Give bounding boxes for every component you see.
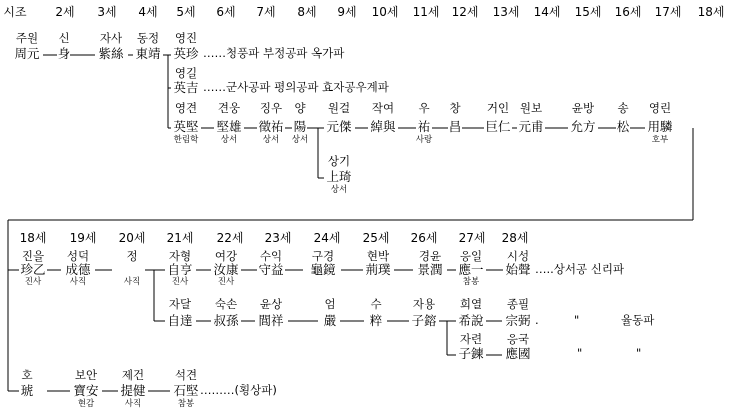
person-label: 자련 bbox=[459, 332, 483, 346]
generation-label: 9세 bbox=[337, 5, 357, 19]
person-title: 참봉 bbox=[177, 399, 195, 409]
branch-note: …..상서공 신리파 bbox=[535, 262, 625, 276]
person-hanja: 琥 bbox=[20, 383, 34, 398]
person-label: 주원 bbox=[15, 31, 39, 45]
person-label: 경윤 bbox=[418, 249, 442, 263]
person-label: 작여 bbox=[371, 101, 395, 115]
person-hanja: 希說 bbox=[458, 313, 484, 328]
person-title: 사직 bbox=[123, 277, 141, 287]
person-label: 윤상 bbox=[259, 297, 283, 311]
person-label: 신 bbox=[58, 31, 70, 45]
person-label: 진을 bbox=[21, 249, 45, 263]
person-label: 동정 bbox=[136, 31, 160, 45]
person-hanja: 東靖 bbox=[135, 46, 161, 61]
generation-label: 25세 bbox=[362, 231, 390, 245]
person-hanja: 守益 bbox=[258, 262, 284, 277]
person-label: 현박 bbox=[366, 249, 390, 263]
person-label: 원걸 bbox=[327, 101, 351, 115]
person-hanja: 寶安 bbox=[73, 383, 99, 398]
person-hanja: 閭祥 bbox=[258, 313, 284, 328]
person-hanja: 叔孫 bbox=[213, 313, 239, 328]
generation-label: 5세 bbox=[176, 5, 196, 19]
person-hanja: 昌 bbox=[448, 119, 462, 134]
generation-label: 17세 bbox=[654, 5, 682, 19]
person-label: 응국 bbox=[506, 332, 530, 346]
person-title: 사랑 bbox=[415, 135, 433, 145]
person-label: 견웅 bbox=[217, 101, 241, 115]
ditto-note: " bbox=[577, 346, 583, 360]
person-label: 석견 bbox=[174, 368, 198, 382]
person-title: 참봉 bbox=[462, 277, 480, 287]
person-hanja: 自亨 bbox=[167, 262, 193, 277]
person-hanja: 元傑 bbox=[326, 119, 352, 134]
generation-label: 6세 bbox=[216, 5, 236, 19]
generation-label: 10세 bbox=[371, 5, 399, 19]
person-hanja: 景潤 bbox=[417, 262, 443, 277]
person-hanja: 荊璞 bbox=[365, 262, 391, 277]
person-title: 현감 bbox=[77, 399, 95, 409]
person-title: 진사 bbox=[217, 277, 235, 287]
generation-label: 26세 bbox=[410, 231, 438, 245]
person-hanja: 提健 bbox=[120, 383, 146, 398]
person-label: 영린 bbox=[648, 101, 672, 115]
generation-label: 11세 bbox=[412, 5, 440, 19]
person-hanja: 綽與 bbox=[370, 119, 396, 134]
generation-label: 22세 bbox=[216, 231, 244, 245]
person-hanja: 汝康 bbox=[213, 262, 239, 277]
ditto-note: " bbox=[574, 313, 580, 327]
person-hanja: 紫絲 bbox=[98, 46, 124, 61]
person-hanja: 英吉 bbox=[173, 80, 199, 95]
person-label: 영견 bbox=[174, 101, 198, 115]
person-title: 상서 bbox=[330, 185, 348, 195]
person-hanja: 珍乙 bbox=[20, 262, 46, 277]
branch-note: 율동파 bbox=[621, 313, 655, 327]
generation-label: 12세 bbox=[451, 5, 479, 19]
person-label: 응일 bbox=[459, 249, 483, 263]
person-label: 자용 bbox=[412, 297, 436, 311]
generation-label: 2세 bbox=[55, 5, 75, 19]
generation-label: 4세 bbox=[138, 5, 158, 19]
person-hanja: 宗弼 bbox=[505, 313, 531, 328]
branch-note: ………(횡상파) bbox=[200, 383, 277, 397]
person-hanja: 嚴 bbox=[323, 313, 337, 328]
person-label: 종필 bbox=[506, 297, 530, 311]
ditto-note: " bbox=[636, 346, 642, 360]
generation-label: 28세 bbox=[501, 231, 529, 245]
person-hanja: 成德 bbox=[65, 262, 91, 277]
person-title: 진사 bbox=[24, 277, 42, 287]
person-label: 자형 bbox=[168, 249, 192, 263]
person-title: 진사 bbox=[171, 277, 189, 287]
person-label: 윤방 bbox=[571, 101, 595, 115]
person-hanja: 英珍 bbox=[173, 46, 199, 61]
person-hanja: 松 bbox=[616, 119, 630, 134]
person-label: 구경 bbox=[311, 249, 335, 263]
person-hanja: 自達 bbox=[167, 313, 193, 328]
generation-label: 3세 bbox=[97, 5, 117, 19]
person-hanja: 允方 bbox=[570, 119, 596, 134]
person-label: 수 bbox=[370, 297, 382, 311]
generation-label: 14세 bbox=[533, 5, 561, 19]
person-hanja: 陽 bbox=[293, 119, 307, 134]
person-hanja: 龜鏡 bbox=[310, 262, 336, 277]
generation-label: 시조 bbox=[3, 5, 27, 19]
generation-label: 21세 bbox=[166, 231, 194, 245]
person-label: 상기 bbox=[327, 154, 351, 168]
person-hanja: 始聲 bbox=[505, 262, 531, 277]
person-label: 희열 bbox=[459, 297, 483, 311]
generation-label: 15세 bbox=[574, 5, 602, 19]
person-label: 엄 bbox=[324, 297, 336, 311]
person-label: 시성 bbox=[506, 249, 530, 263]
person-title: 상서 bbox=[262, 135, 280, 145]
person-hanja: 周元 bbox=[14, 46, 40, 61]
person-label: 호 bbox=[21, 368, 33, 382]
person-label: 우 bbox=[418, 101, 430, 115]
branch-note: ……군사공파 평의공파 효자공우계파 bbox=[203, 80, 389, 94]
person-label: 자사 bbox=[99, 31, 123, 45]
generation-label: 16세 bbox=[614, 5, 642, 19]
person-label: 거인 bbox=[486, 101, 510, 115]
person-label: 원보 bbox=[519, 101, 543, 115]
generation-label: 23세 bbox=[264, 231, 292, 245]
person-title: 상서 bbox=[291, 135, 309, 145]
person-label: 송 bbox=[617, 101, 629, 115]
person-hanja: 身 bbox=[57, 46, 71, 61]
person-label: 숙손 bbox=[214, 297, 238, 311]
person-label: 보안 bbox=[74, 368, 98, 382]
person-label: 영길 bbox=[174, 66, 198, 80]
generation-label: 18세 bbox=[697, 5, 725, 19]
person-title: 호부 bbox=[651, 135, 669, 145]
person-label: 수익 bbox=[259, 249, 283, 263]
person-title: 한림학 bbox=[173, 135, 199, 145]
generation-label: 24세 bbox=[313, 231, 341, 245]
generation-label: 18세 bbox=[19, 231, 47, 245]
person-label: 제건 bbox=[121, 368, 145, 382]
person-hanja: 上琦 bbox=[326, 169, 352, 184]
person-hanja: 巨仁 bbox=[485, 119, 511, 134]
generation-label: 13세 bbox=[492, 5, 520, 19]
person-label: 영진 bbox=[174, 31, 198, 45]
person-title: 사직 bbox=[69, 277, 87, 287]
person-label: 정 bbox=[126, 249, 138, 263]
person-label: 자달 bbox=[168, 297, 192, 311]
generation-label: 20세 bbox=[118, 231, 146, 245]
person-hanja: 堅雄 bbox=[216, 119, 242, 134]
person-hanja: 子鍊 bbox=[458, 346, 484, 361]
person-hanja: 元甫 bbox=[518, 119, 544, 134]
person-hanja: 應國 bbox=[505, 346, 531, 361]
branch-note: ……청풍파 부정공파 옥가파 bbox=[203, 46, 345, 60]
person-hanja: 子鎔 bbox=[411, 313, 437, 328]
ditto-note: . bbox=[535, 313, 539, 327]
generation-label: 27세 bbox=[458, 231, 486, 245]
person-hanja: 徵祐 bbox=[258, 119, 284, 134]
person-label: 여강 bbox=[214, 249, 238, 263]
person-hanja: 粹 bbox=[369, 313, 383, 328]
generation-label: 7세 bbox=[256, 5, 276, 19]
person-hanja: 英堅 bbox=[173, 119, 199, 134]
person-label: 양 bbox=[294, 101, 306, 115]
person-label: 창 bbox=[449, 101, 461, 115]
person-label: 성덕 bbox=[66, 249, 90, 263]
person-hanja: 用驎 bbox=[647, 119, 673, 134]
person-hanja: 石堅 bbox=[173, 383, 199, 398]
person-title: 사직 bbox=[124, 399, 142, 409]
generation-label: 8세 bbox=[297, 5, 317, 19]
person-hanja: 應一 bbox=[458, 262, 484, 277]
person-label: 징우 bbox=[259, 101, 283, 115]
generation-label: 19세 bbox=[69, 231, 97, 245]
person-hanja: 祐 bbox=[417, 119, 431, 134]
person-title: 상서 bbox=[220, 135, 238, 145]
